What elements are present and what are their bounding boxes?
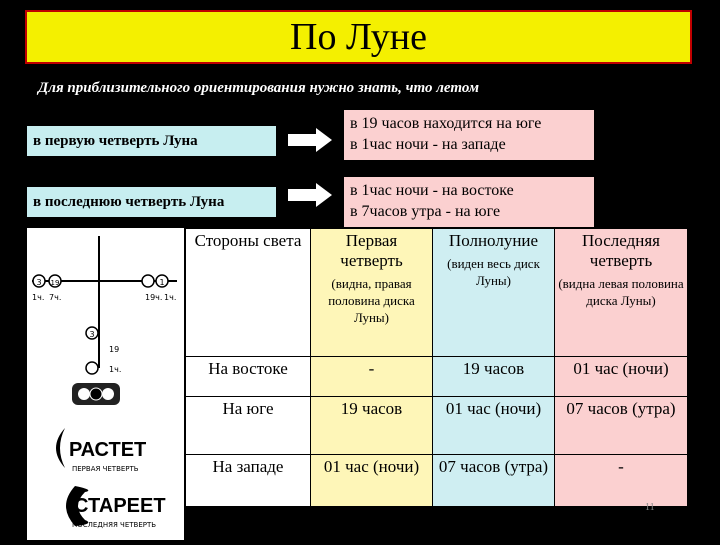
arrow-right-icon: [288, 183, 332, 207]
table-cell: 01 час (ночи): [311, 455, 433, 507]
table-header-row: [186, 229, 688, 357]
table-cell: На юге: [186, 397, 311, 455]
first-quarter-time-1: в 19 часов находится на юге: [350, 115, 542, 132]
first-quarter-time-2: в 1час ночи - на западе: [350, 136, 506, 153]
header-directions: Стороны света: [186, 229, 311, 357]
table-row: [186, 455, 688, 507]
first-quarter-label: в первую четверть Луна: [27, 126, 276, 156]
intro-text: Для приблизительного ориентирования нужно знать, что летом: [38, 80, 480, 96]
diagram-label: 19: [50, 279, 60, 287]
table-row: [186, 357, 688, 397]
table-cell: -: [311, 357, 433, 397]
last-quarter-times: [344, 177, 594, 227]
table-cell: 01 час (ночи): [555, 357, 688, 397]
diagram-label: 3: [36, 278, 42, 287]
last-quarter-time-1: в 1час ночи - на востоке: [350, 182, 514, 199]
waxing-caption: ПЕРВАЯ ЧЕТВЕРТЬ: [72, 465, 139, 473]
table-cell: 07 часов (утра): [433, 455, 555, 507]
diagram-label: 1ч.: [164, 293, 177, 302]
waning-word: СТАРЕЕТ: [74, 495, 166, 517]
diagram-label: 1: [159, 278, 165, 287]
page-title: По Луне: [25, 10, 692, 64]
moon-phase-table: [185, 228, 688, 507]
diagram-label: 1ч.: [32, 293, 45, 302]
table-row: [186, 397, 688, 455]
moon-diagram: [27, 228, 184, 540]
moon-orientation-illustration: [27, 228, 184, 540]
header-full-moon: Полнолуние (виден весь диск Луны): [433, 229, 555, 357]
page-number: 11: [645, 502, 655, 513]
table-cell: 01 час (ночи): [433, 397, 555, 455]
header-last-quarter: Последняя четверть (видна левая половина диска Луны): [555, 229, 688, 357]
first-quarter-times: [344, 110, 594, 160]
table-cell: 19 часов: [311, 397, 433, 455]
diagram-label: 7ч.: [49, 293, 62, 302]
table-cell: 19 часов: [433, 357, 555, 397]
table-cell: 07 часов (утра): [555, 397, 688, 455]
table-cell: На востоке: [186, 357, 311, 397]
last-quarter-time-2: в 7часов утра - на юге: [350, 203, 501, 220]
diagram-label: 1ч.: [109, 365, 122, 374]
last-quarter-label: в последнюю четверть Луна: [27, 187, 276, 217]
header-first-quarter: Первая четверть (видна, правая половина диска Луны): [311, 229, 433, 357]
diagram-label: 19: [109, 345, 120, 354]
waxing-word: РАСТЕТ: [69, 439, 147, 461]
arrow-right-icon: [288, 128, 332, 152]
diagram-label: 19ч.: [145, 293, 163, 302]
table-cell: -: [555, 455, 688, 507]
waning-caption: ПОСЛЕДНЯЯ ЧЕТВЕРТЬ: [72, 521, 157, 529]
table-cell: На западе: [186, 455, 311, 507]
svg-text:3: 3: [89, 330, 95, 339]
